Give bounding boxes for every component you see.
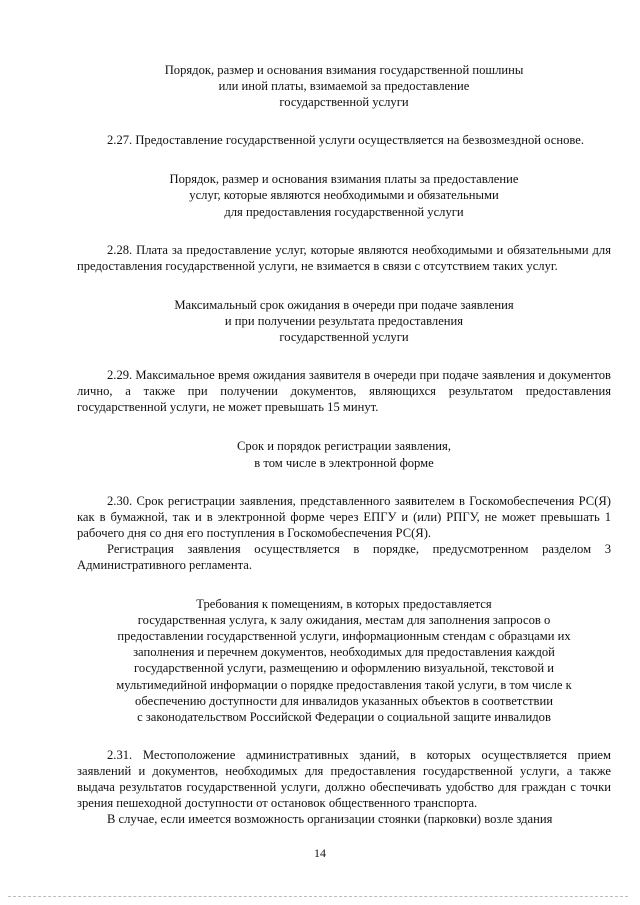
section-registration — [77, 438, 611, 573]
section-heading: Порядок, размер и основания взимания государственной пошлины или иной платы, взимаемой за предоставление государственной услуги — [164, 63, 524, 110]
scan-edge-line — [8, 896, 628, 897]
paragraph-parking: В случае, если имеется возможность организации стоянки (парковки) возле здания — [107, 812, 553, 827]
paragraph-registration-order: Регистрация заявления осуществляется в порядке, предусмотренном разделом 3 Административного регламента. — [77, 541, 611, 572]
section-heading: Максимальный срок ожидания в очереди при подаче заявления и при получении результата предоставления государственной услуги — [174, 297, 514, 345]
section-heading: Требования к помещениям, в которых предоставляется государственная услуга, к залу ожидания, местам для заполнения запросов о предоставлении государственной услуги, информационным стендам с образцами их заполнения и перечнем документов, необходимых для предоставления каждой государственной услуги, размещению и оформлению визуальной, текстовой и мультимедийной информации о порядке предоставления такой услуги, в том числе к обеспечению доступности для инвалидов указанных объектов в соответствии с законодательством Российской Федерации о социальной защите инвалидов — [116, 597, 572, 724]
paragraph-2-31: 2.31. Местоположение административных зданий, в которых осуществляется прием заявлений и документов, необходимых для предоставления государственной услуги, а также выдача результатов государственной услуги, должно обеспечивать удобство для граждан с точки зрения пешеходной доступности от остановок общественного транспорта. — [77, 747, 611, 811]
paragraph-2-30: 2.30. Срок регистрации заявления, представленного заявителем в Госкомобеспечения РС(Я) как в бумажной, так и в электронной форме через ЕПГУ и (или) РПГУ, не может превышать 1 рабочего дня со дня его поступления в Госкомобеспечения РС(Я). — [77, 493, 611, 540]
page-number: 14 — [314, 846, 326, 860]
section-premises-requirements — [77, 596, 611, 827]
paragraph-2-28: 2.28. Плата за предоставление услуг, которые являются необходимыми и обязательными для предоставления государственной услуги, не взимается в связи с отсутствием таких услуг. — [77, 242, 611, 273]
section-service-fees — [77, 171, 611, 273]
section-heading: Порядок, размер и основания взимания платы за предоставление услуг, которые являются необходимыми и обязательными для предоставления государственной услуги — [169, 172, 519, 219]
paragraph-2-27: 2.27. Предоставление государственной услуги осуществляется на безвозмездной основе. — [107, 133, 584, 148]
section-queue-time — [77, 297, 611, 416]
section-heading: Срок и порядок регистрации заявления, в том числе в электронной форме — [237, 439, 451, 470]
document-body — [77, 62, 611, 827]
paragraph-2-29: 2.29. Максимальное время ожидания заявителя в очереди при подаче заявления и документов лично, а также при получении документов, являющихся результатом предоставления государственной услуги, не может превышать 15 минут. — [77, 368, 611, 415]
section-state-fee — [77, 62, 611, 148]
